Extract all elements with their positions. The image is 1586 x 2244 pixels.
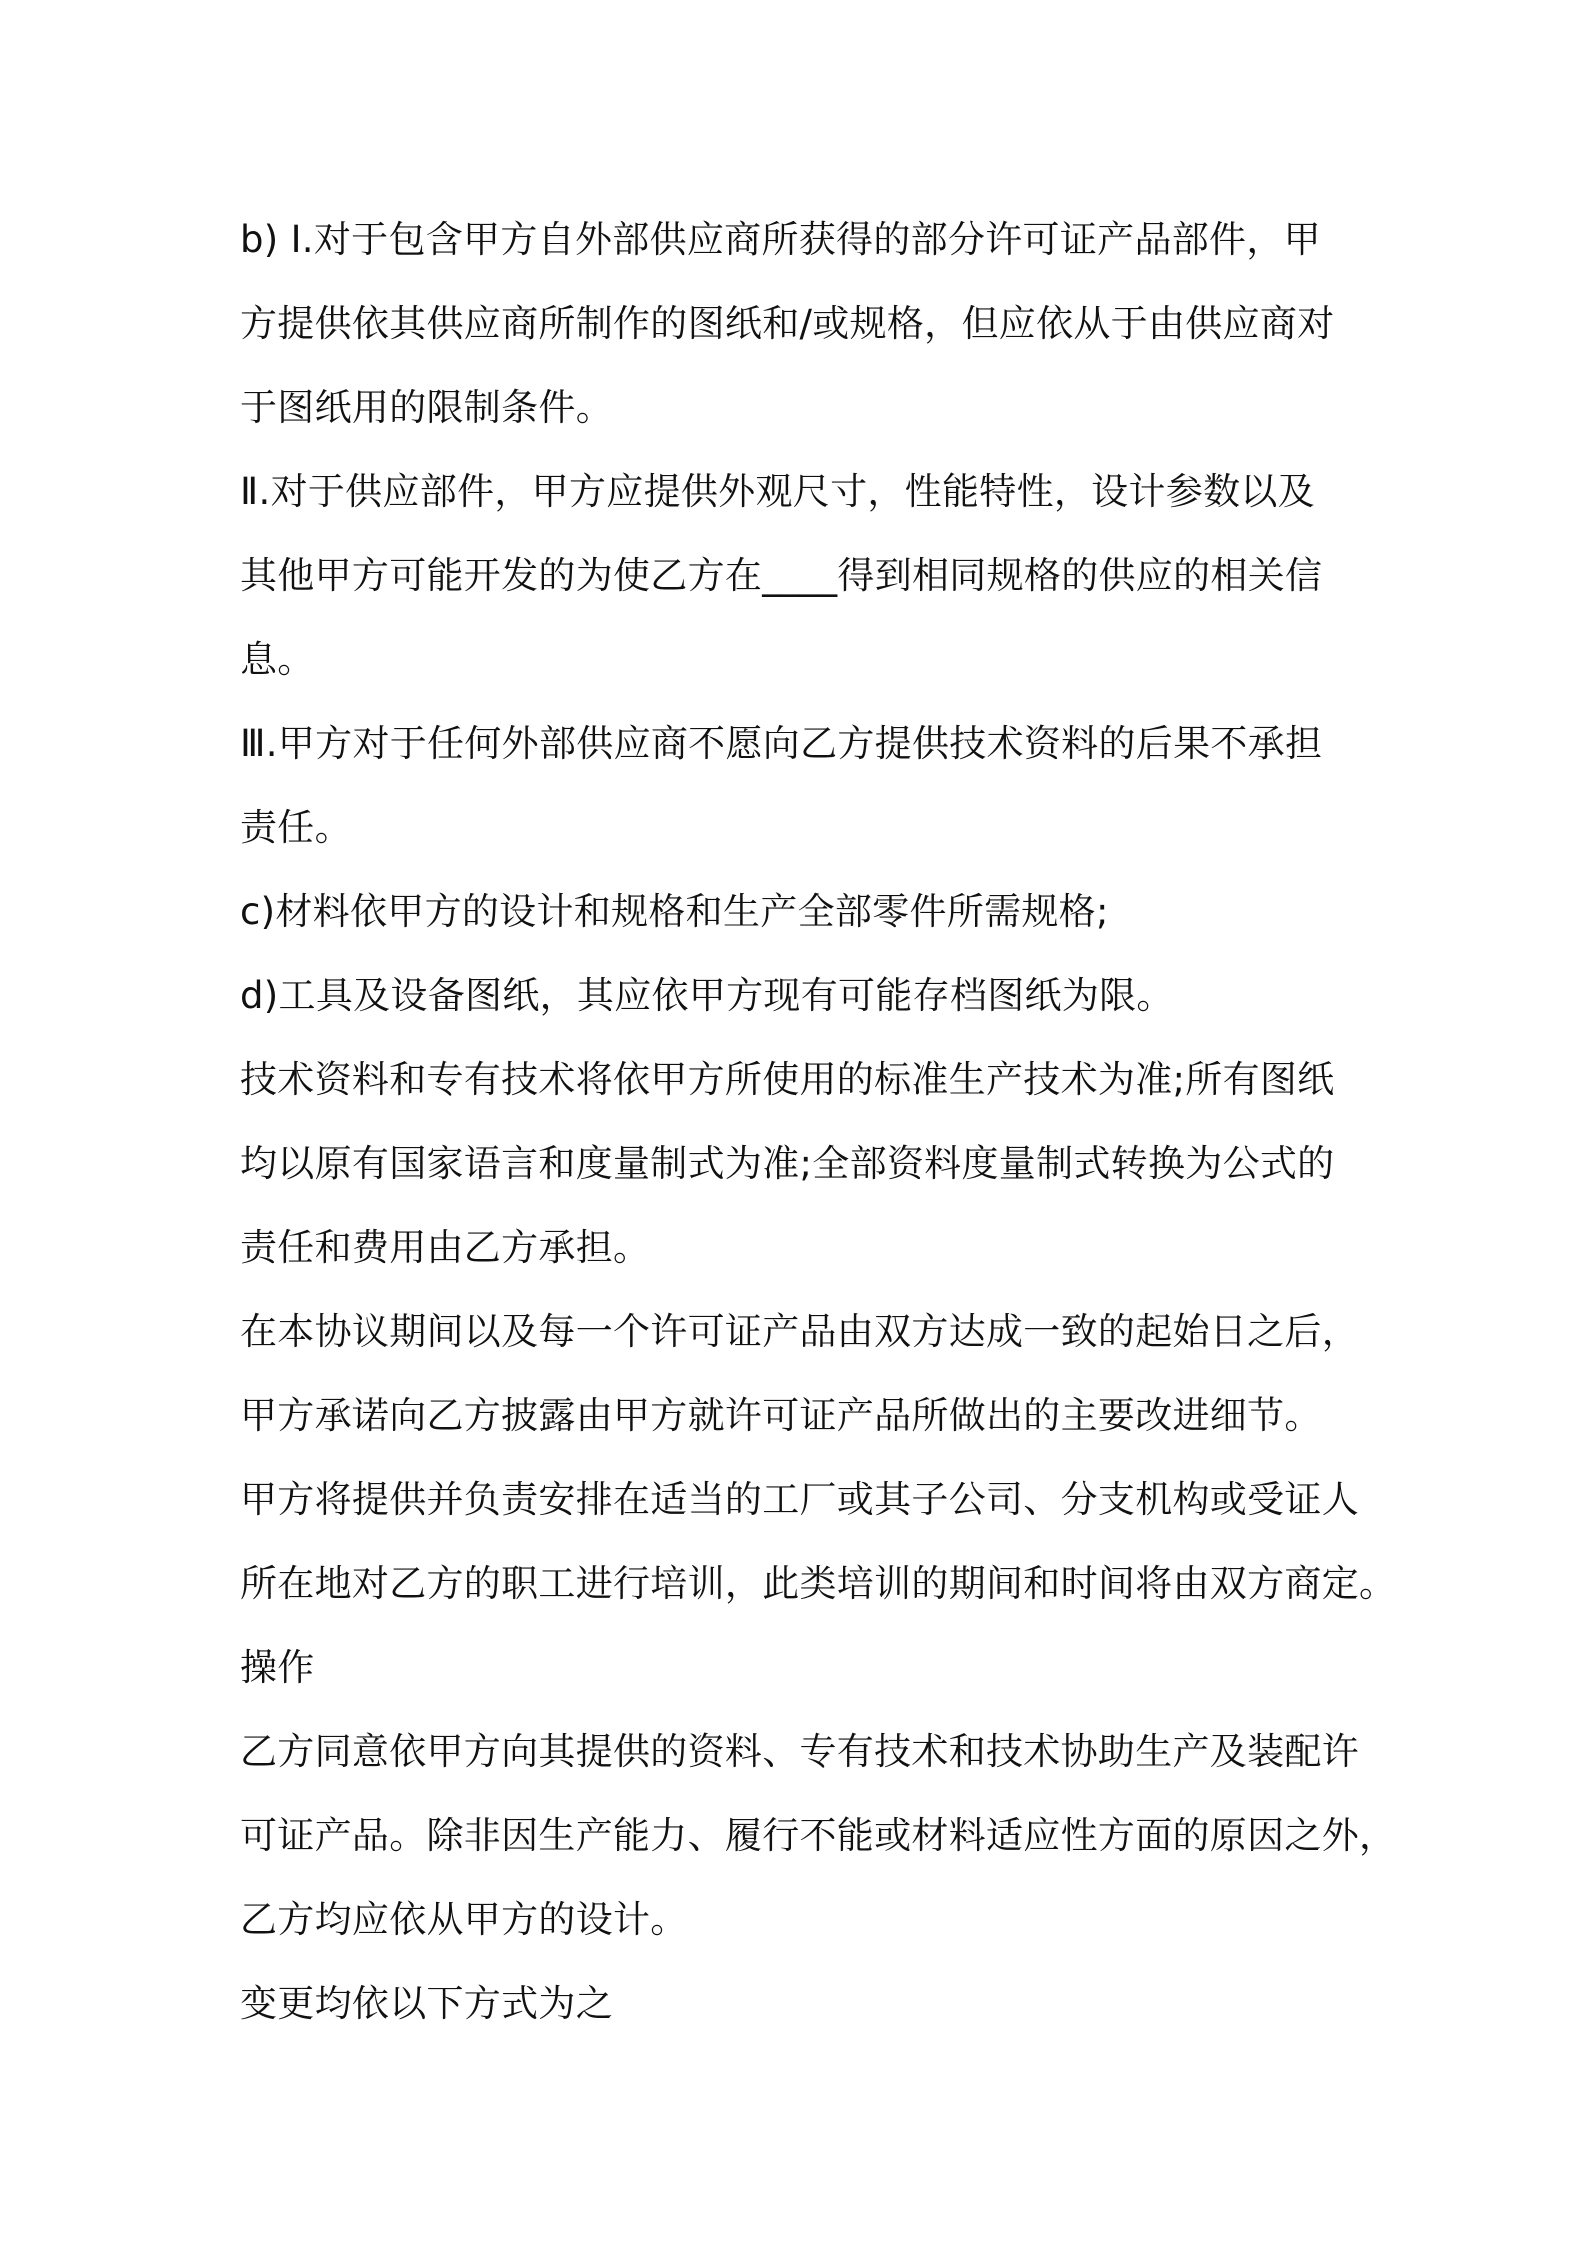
document-body xyxy=(240,198,1540,2046)
text-line: 方提供依其供应商所制作的图纸和/或规格，但应依从于由供应商对 xyxy=(240,302,1335,345)
text-line: 责任和费用由乙方承担。 xyxy=(240,1226,651,1269)
text-line: 责任。 xyxy=(240,806,352,849)
text-line: d)工具及设备图纸，其应依甲方现有可能存档图纸为限。 xyxy=(240,974,1174,1017)
text-line: 可证产品。除非因生产能力、履行不能或材料适应性方面的原因之外， xyxy=(240,1814,1397,1857)
text-line: 均以原有国家语言和度量制式为准;全部资料度量制式转换为公式的 xyxy=(240,1142,1335,1185)
section-heading: 操作 xyxy=(240,1646,315,1689)
text-line: 息。 xyxy=(240,638,315,681)
text-line: 变更均依以下方式为之 xyxy=(240,1982,613,2025)
text-line: 乙方均应依从甲方的设计。 xyxy=(240,1898,688,1941)
text-line: 甲方将提供并负责安排在适当的工厂或其子公司、分支机构或受证人 xyxy=(240,1478,1359,1521)
text-line: 甲方承诺向乙方披露由甲方就许可证产品所做出的主要改进细节。 xyxy=(240,1394,1322,1437)
text-line: 乙方同意依甲方向其提供的资料、专有技术和技术协助生产及装配许 xyxy=(240,1730,1359,1773)
text-line: 在本协议期间以及每一个许可证产品由双方达成一致的起始日之后， xyxy=(240,1310,1359,1353)
text-line: 所在地对乙方的职工进行培训，此类培训的期间和时间将由双方商定。 xyxy=(240,1562,1397,1605)
text-line: c)材料依甲方的设计和规格和生产全部零件所需规格; xyxy=(240,890,1109,933)
text-line: 于图纸用的限制条件。 xyxy=(240,386,613,429)
text-line: 技术资料和专有技术将依甲方所使用的标准生产技术为准;所有图纸 xyxy=(240,1058,1335,1101)
text-line: b) Ⅰ.对于包含甲方自外部供应商所获得的部分许可证产品部件，甲 xyxy=(240,218,1321,261)
text-line: 其他甲方可能开发的为使乙方在____得到相同规格的供应的相关信 xyxy=(240,554,1323,597)
text-line: Ⅱ.对于供应部件，甲方应提供外观尺寸，性能特性，设计参数以及 xyxy=(240,470,1315,513)
text-line: Ⅲ.甲方对于任何外部供应商不愿向乙方提供技术资料的后果不承担 xyxy=(240,722,1323,765)
